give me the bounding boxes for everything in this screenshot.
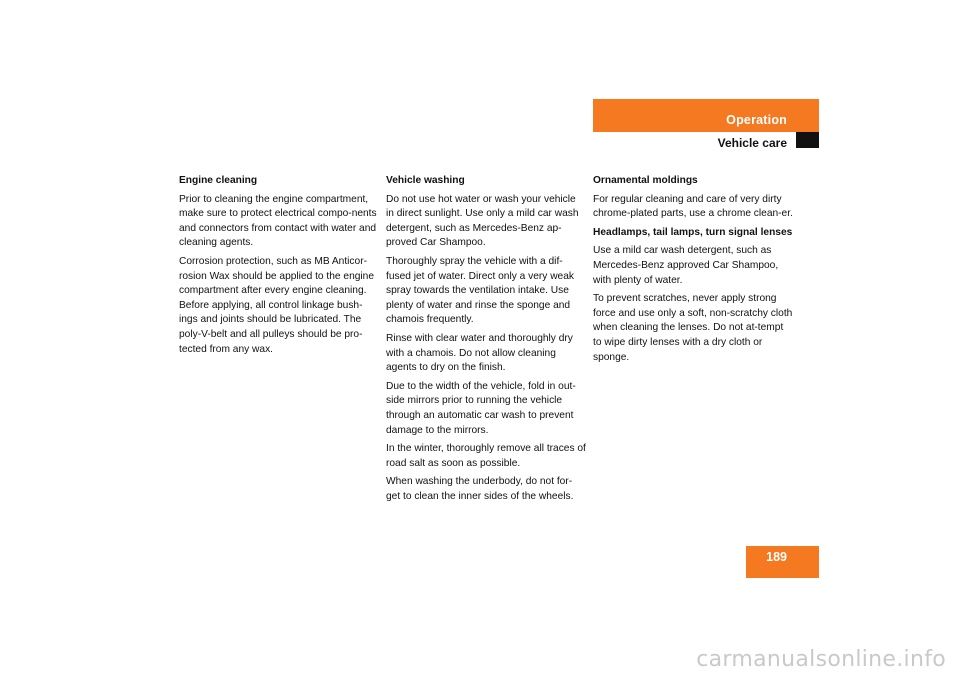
paragraph: Due to the width of the vehicle, fold in out-side mirrors prior to running the vehicle through an automatic car wash to prevent damage to the mirrors. xyxy=(386,380,576,436)
column-middle xyxy=(386,174,586,508)
column-right xyxy=(593,174,793,369)
paragraph: Use a mild car wash detergent, such as Mercedes-Benz approved Car Shampoo, with plenty of water. xyxy=(593,245,779,286)
paragraph: Prior to cleaning the engine compartment, make sure to protect electrical compo-nents and connectors from contact with water and cleaning agents. xyxy=(179,193,377,249)
paragraph: For regular cleaning and care of very dirty chrome-plated parts, use a chrome clean-er. xyxy=(593,193,793,220)
paragraph: Rinse with clear water and thoroughly dry with a chamois. Do not allow cleaning agents to dry on the finish. xyxy=(386,332,573,374)
column-left xyxy=(179,174,379,361)
header-marker xyxy=(796,132,819,148)
heading-vehicle-washing: Vehicle washing xyxy=(386,175,465,186)
page-number: 189 xyxy=(766,550,787,564)
heading-ornamental-moldings: Ornamental moldings xyxy=(593,175,698,186)
paragraph: In the winter, thoroughly remove all traces of road salt as soon as possible. xyxy=(386,443,586,469)
paragraph: Corrosion protection, such as MB Anticor-rosion Wax should be applied to the engine compartment after every engine cleaning. Before applying, all control linkage bush-ings and joints should be lubricated. The poly-V-belt and all pulleys should be pro-tected from any wax. xyxy=(179,255,375,355)
heading-engine-cleaning: Engine cleaning xyxy=(179,175,258,186)
paragraph: When washing the underbody, do not for-get to clean the inner sides of the wheels. xyxy=(386,476,574,502)
paragraph: Do not use hot water or wash your vehicle in direct sunlight. Use only a mild car wash detergent, such as Mercedes-Benz ap-proved Car Shampoo. xyxy=(386,193,579,249)
watermark: carmanualsonline.info xyxy=(696,647,946,672)
paragraph: Thoroughly spray the vehicle with a dif-fused jet of water. Direct only a very weak spray towards the ventilation intake. Use plenty of water and rinse the sponge and chamois frequently. xyxy=(386,255,574,326)
page-number-box xyxy=(746,546,819,578)
section-subtitle: Vehicle care xyxy=(717,136,787,150)
heading-headlamps: Headlamps, tail lamps, turn signal lenses xyxy=(593,226,793,238)
header-bar xyxy=(593,99,819,132)
chapter-title: Operation xyxy=(726,113,787,127)
paragraph: To prevent scratches, never apply strong force and use only a soft, non-scratchy cloth when cleaning the lenses. Do not at-tempt to wipe dirty lenses with a dry cloth or sponge. xyxy=(593,293,793,363)
